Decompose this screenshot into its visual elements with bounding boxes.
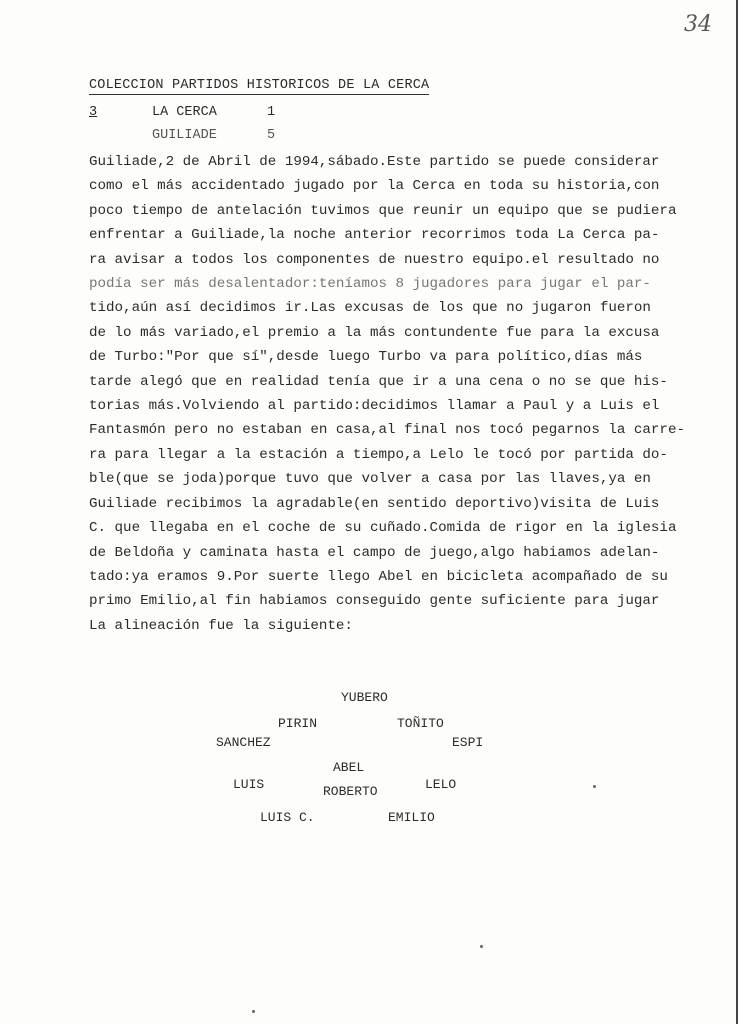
document-title: COLECCION PARTIDOS HISTORICOS DE LA CERCA: [89, 78, 430, 93]
report-line: Guiliade,2 de Abril de 1994,sábado.Este partido se puede considerar: [89, 154, 660, 170]
player-espi: ESPI: [452, 735, 484, 750]
report-line: primo Emilio,al fin habiamos conseguido gente suficiente para jugar: [89, 593, 660, 610]
team-goals-away: 5: [267, 128, 276, 143]
player-lelo: LELO: [425, 777, 457, 792]
player-goalkeeper: YUBERO: [341, 690, 388, 705]
player-luis-c: LUIS C.: [260, 810, 315, 825]
report-line: de Beldoña y caminata hasta el campo de juego,algo habiamos adelan-: [89, 544, 660, 561]
report-line: ra avisar a todos los componentes de nuestro equipo.el resultado no: [89, 251, 660, 268]
report-line: de lo más variado,el premio a la más contundente fue para la excusa: [89, 324, 660, 341]
report-line: torias más.Volviendo al partido:decidimos llamar a Paul y a Luis el: [89, 398, 660, 415]
report-line: tido,aún así decidimos ir.Las excusas de los que no jugaron fueron: [89, 300, 651, 317]
paper-speck: [252, 1010, 255, 1013]
report-line: como el más accidentado jugado por la Cerca en toda su historia,con: [89, 178, 660, 195]
paper-speck: [593, 785, 596, 788]
report-line: ra para llegar a la estación a tiempo,a Lelo le tocó por partida do-: [89, 446, 668, 463]
match-report: [89, 150, 729, 638]
report-line: Fantasmón pero no estaban en casa,al final nos tocó pegarnos la carre-: [89, 422, 685, 439]
lineup-intro: La alineación fue la siguiente:: [89, 617, 353, 634]
player-pirin: PIRIN: [278, 716, 318, 731]
report-line: tado:ya eramos 9.Por suerte llego Abel en bicicleta acompañado de su: [89, 568, 668, 585]
player-roberto: ROBERTO: [323, 784, 378, 799]
report-line: enfrentar a Guiliade,la noche anterior recorrimos toda La Cerca pa-: [89, 227, 660, 244]
report-line: de Turbo:"Por que sí",desde luego Turbo va para político,días más: [89, 349, 643, 366]
page-number: 34: [684, 12, 712, 37]
report-line: C. que llegaba en el coche de su cuñado.Comida de rigor en la iglesia: [89, 520, 677, 537]
report-line: tarde alegó que en realidad tenía que ir a una cena o no se que his-: [89, 373, 668, 390]
paper-speck: [480, 945, 483, 948]
team-goals-home: 1: [267, 105, 276, 120]
player-abel: ABEL: [333, 760, 365, 775]
report-line: podía ser más desalentador:teníamos 8 jugadores para jugar el par-: [89, 276, 651, 293]
player-tonito: TOÑITO: [397, 716, 444, 731]
player-emilio: EMILIO: [388, 810, 435, 825]
report-line: Guiliade recibimos la agradable(en sentido deportivo)visita de Luis: [89, 495, 660, 512]
player-sanchez: SANCHEZ: [216, 735, 271, 750]
report-line: ble(que se joda)porque tuvo que volver a casa por las llaves,ya en: [89, 471, 651, 488]
team-name-away: GUILIADE: [152, 128, 217, 143]
report-line: poco tiempo de antelación tuvimos que reunir un equipo que se pudiera: [89, 202, 677, 219]
score-match-goals: 3: [89, 105, 98, 120]
player-luis: LUIS: [233, 777, 265, 792]
team-name-home: LA CERCA: [152, 105, 217, 120]
